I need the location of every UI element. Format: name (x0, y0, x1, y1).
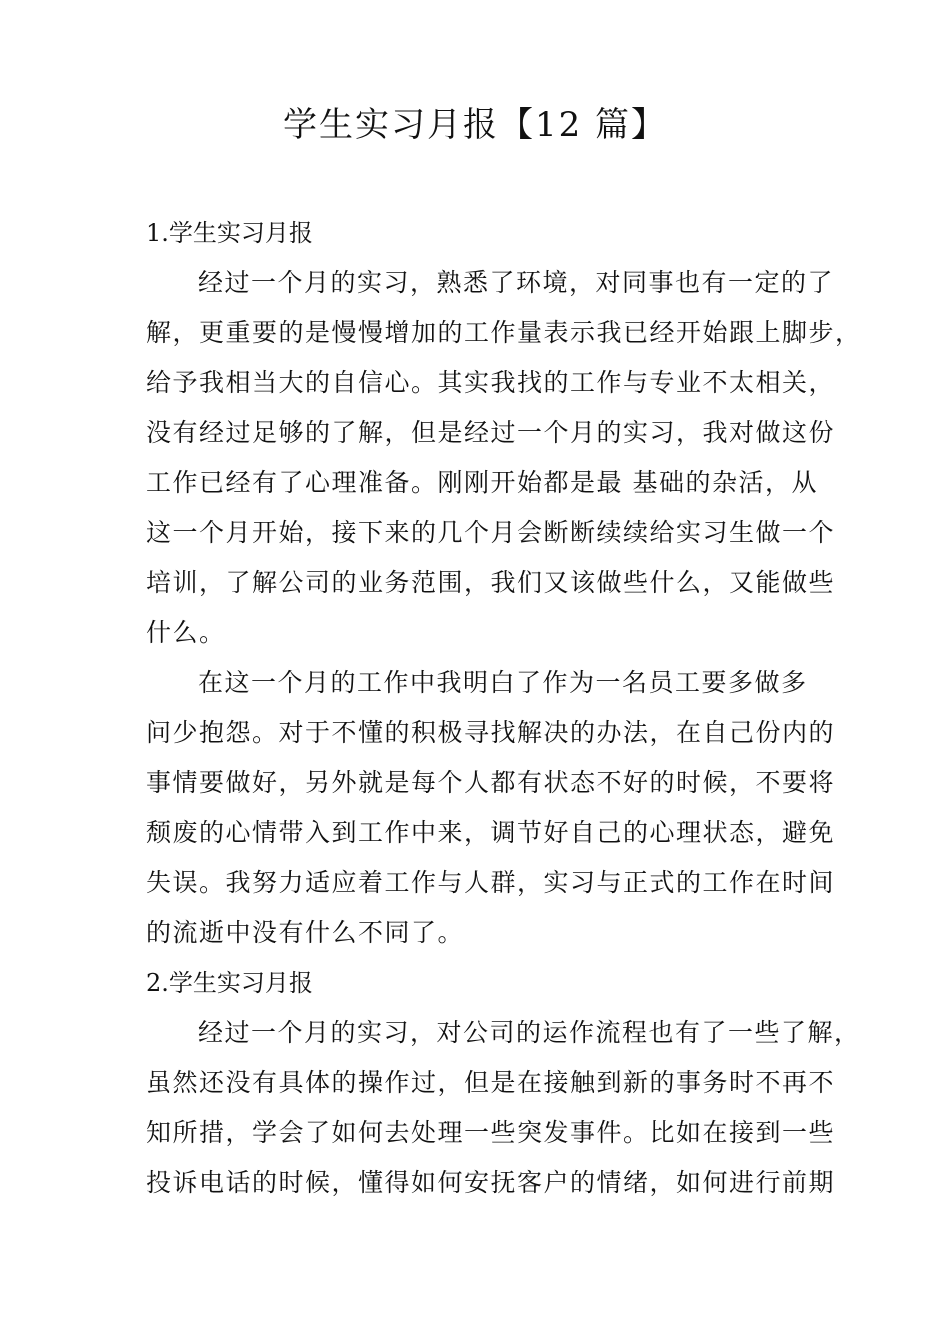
text-line: 经过一个月的实习，熟悉了环境，对同事也有一定的了 (198, 268, 835, 297)
text-line: 事情要做好，另外就是每个人都有状态不好的时候，不要将 (146, 768, 836, 797)
text-line: 培训，了解公司的业务范围，我们又该做些什么，又能做些 (146, 568, 836, 597)
text-line: 颓废的心情带入到工作中来，调节好自己的心理状态，避免 (146, 818, 836, 847)
text-line: 投诉电话的时候，懂得如何安抚客户的情绪，如何进行前期 (146, 1168, 836, 1197)
text-line: 在这一个月的工作中我明白了作为一名员工要多做多 (198, 668, 808, 697)
text-line: 失误。我努力适应着工作与人群，实习与正式的工作在时间 (146, 868, 836, 897)
section-2-paragraph-1 (146, 1008, 861, 1208)
text-line: 工作已经有了心理准备。刚刚开始都是最 基础的杂活，从 (146, 468, 818, 497)
text-line: 解，更重要的是慢慢增加的工作量表示我已经开始跟上脚步， (146, 318, 862, 347)
section-1-heading: 1.学生实习月报 (146, 219, 313, 247)
document-title: 学生实习月报【12 篇】 (282, 105, 668, 145)
section-2-heading: 2.学生实习月报 (146, 969, 313, 997)
text-line: 虽然还没有具体的操作过，但是在接触到新的事务时不再不 (146, 1068, 836, 1097)
text-line: 什么。 (146, 618, 226, 647)
section-1-paragraph-1 (146, 258, 862, 658)
text-line: 给予我相当大的自信心。其实我找的工作与专业不太相关， (146, 368, 836, 397)
document-body (146, 208, 862, 1208)
text-line: 没有经过足够的了解，但是经过一个月的实习，我对做这份 (146, 418, 836, 447)
text-line: 这一个月开始，接下来的几个月会断断续续给实习生做一个 (146, 518, 836, 547)
text-line: 的流逝中没有什么不同了。 (146, 918, 465, 947)
text-line: 经过一个月的实习，对公司的运作流程也有了一些了解， (198, 1018, 861, 1047)
section-1-paragraph-2 (146, 658, 836, 958)
text-line: 问少抱怨。对于不懂的积极寻找解决的办法，在自己份内的 (146, 718, 836, 747)
text-line: 知所措，学会了如何去处理一些突发事件。比如在接到一些 (146, 1118, 836, 1147)
